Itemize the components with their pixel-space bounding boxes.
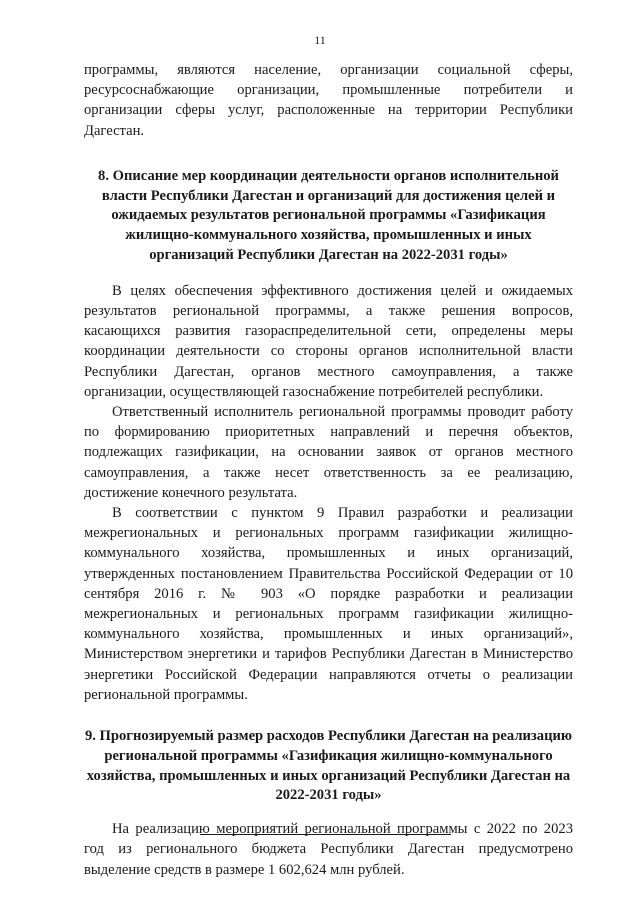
section-9-heading: 9. Прогнозируемый размер расходов Республики Дагестан на реализацию региональной программы «Газификация жилищно-коммунального хозяйства, промышленных и иных организаций Республики Дагестан на 2022-2031 годы» (84, 728, 573, 804)
closing-rule (200, 834, 451, 835)
section-8-paragraph-1: В целях обеспечения эффективного достижения целей и ожидаемых результатов региональной программы, а также решения вопросов, касающихся развития газораспределительной сети, определены меры координации деятельности со стороны органов исполнительной власти Республики Дагестан, органов местного самоуправления, а также организации, осуществляющей газоснабжение потребителей республики. (84, 282, 573, 400)
spacer (84, 806, 573, 819)
page-content (84, 60, 573, 880)
section-8-heading: 8. Описание мер координации деятельности органов исполнительной власти Республики Дагестан и организаций для достижения целей и ожидаемых результатов региональной программы «Газификация жилищно-коммунального хозяйства, промышленных и иных организаций Республики Дагестан на 2022-2031 годы» (98, 167, 559, 263)
page-number: 11 (314, 33, 326, 47)
intro-paragraph: программы, являются население, организации социальной сферы, ресурсоснабжающие организации, промышленные потребители и организации сферы услуг, расположенные на территории Республики Дагестан. (84, 62, 573, 139)
spacer (84, 141, 573, 167)
section-8-paragraph-3: В соответствии с пунктом 9 Правил разработки и реализации межрегиональных и региональных программ газификации жилищно-коммунального хозяйства, промышленных и иных организаций, утвержденных постановлением Правительства Российской Федерации от 10 сентября 2016 г. № 903 «О порядке разработки и реализации межрегиональных и региональных программ газификации жилищно-коммунального хозяйства, промышленных и иных организаций», Министерством энергетики и тарифов Республики Дагестан в Министерство энергетики Российской Федерации направляются отчеты о реализации региональной программы. (84, 505, 573, 703)
section-9-paragraph-1: На реализацию мероприятий региональной программы с 2022 по 2023 год из регионального бюджета Республики Дагестан предусмотрено выделение средств в размере 1 602,624 млн рублей. (84, 821, 573, 878)
spacer (84, 705, 573, 727)
spacer (84, 266, 573, 281)
section-8-paragraph-2: Ответственный исполнитель региональной программы проводит работу по формированию приоритетных направлений и перечня объектов, подлежащих газификации, на основании заявок от органов местного самоуправления, а также несет ответственность за ее реализацию, достижение конечного результата. (84, 404, 573, 501)
